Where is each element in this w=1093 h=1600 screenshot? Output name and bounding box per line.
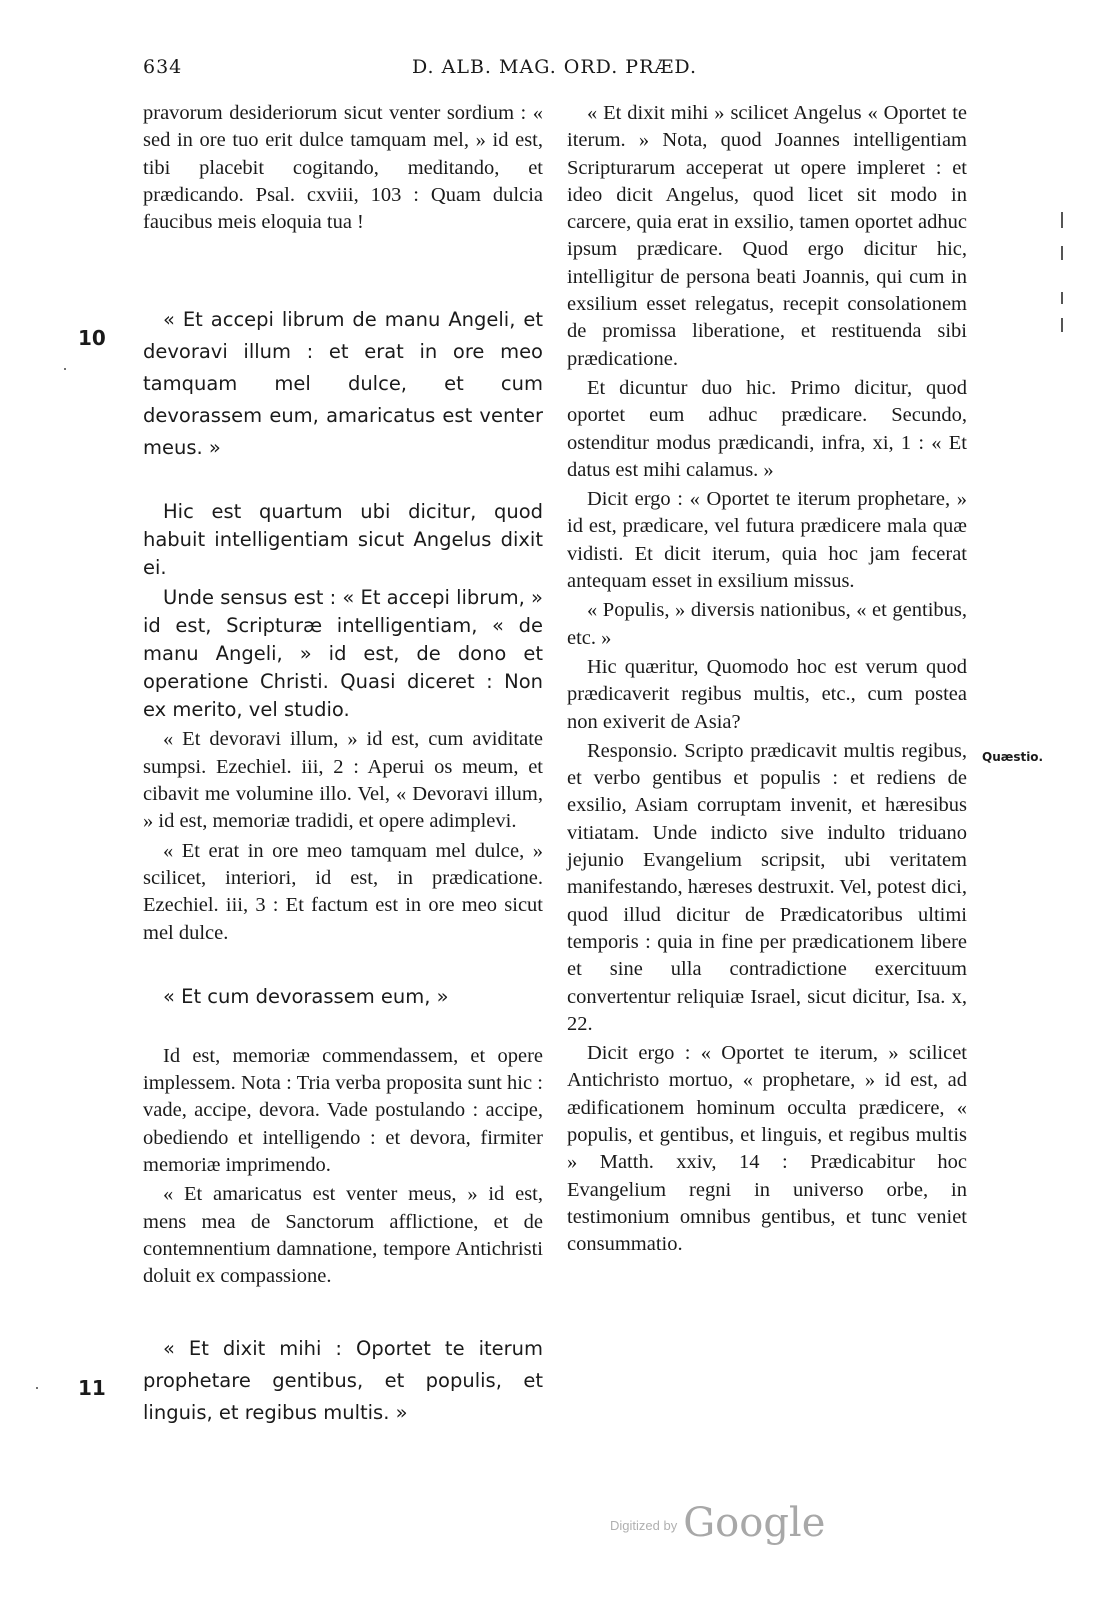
commentary-paragraph: « Et devoravi illum, » id est, cum aviditate sumpsi. Ezechiel. iii, 2 : Aperui os meum, et cibavit me volumine illo. Vel, « Devoravi illum, » id est, memoriæ tradidi, et opere adimplevi. — [143, 728, 543, 833]
commentary-paragraph: Dicit ergo : « Oportet te iterum prophetare, » id est, prædicare, vel futura prædicere mala quæ vidisti. Et dicit iterum, quia hoc jam fecerat antequam esset in exsilium missus. — [567, 488, 967, 593]
page-header — [143, 56, 966, 88]
commentary-paragraph: « Et dixit mihi » scilicet Angelus « Oportet te iterum. » Nota, quod Joannes intelligentiam Scripturarum acceperat ut opere impleret : et ideo dicit Angelus, quod licet sit modo in carcere, quia erat in exsilio, tamen oportet adhuc ipsum prædicare. Quod ergo dicitur hic, intelligitur de persona beati Joannis, qui cum in exsilium esset relegatus, recepit consolationem de promissa liberatione, et restituenda sibi prædicatione. — [567, 102, 967, 370]
commentary-paragraph: Hic est quartum ubi dicitur, quod habuit intelligentiam sicut Angelus dixit ei. — [143, 500, 543, 580]
commentary-paragraph: Responsio. Scripto prædicavit multis regibus, et verbo gentibus et populis : et rediens de exsilio, Asiam corruptam invenit, et hæresibus vitiatam. Unde indicto sive indulto triduano jejunio Evangelium scripsit, ubi veritatem manifestando, hæreses destruxit. Vel, potest dici, quod illud dicitur de Prædicatoribus ultimi temporis : quia in fine per prædicationem libere et sine ulla contradictione exercituum convertentur reliquiæ Israel, sicut dicitur, Isa. x, 22. — [567, 739, 967, 1035]
scripture-verse-11: « Et dixit mihi : Oportet te iterum prophetare gentibus, et populis, et linguis, et regibus multis. » — [143, 1336, 543, 1424]
scan-edge-mark — [1061, 318, 1063, 332]
scan-speck — [36, 1387, 38, 1389]
scan-edge-mark — [1061, 246, 1063, 260]
page-number: 634 — [143, 56, 183, 78]
commentary-paragraph: Hic quæritur, Quomodo hoc est verum quod prædicaverit regibus multis, etc., cum postea non exiverit de Asia? — [567, 655, 967, 733]
marginal-note: Quæstio. — [982, 750, 1044, 764]
verse-number-10: 10 — [78, 326, 106, 350]
scan-speck — [64, 368, 66, 370]
verse-number-11: 11 — [78, 1376, 106, 1400]
commentary-paragraph: « Et amaricatus est venter meus, » id est, mens mea de Sanctorum afflictione, et de contemnentium damnatione, tempore Antichristi doluit ex compassione. — [143, 1183, 543, 1288]
google-logo: Google — [683, 1500, 826, 1546]
left-column — [143, 100, 543, 1429]
commentary-paragraph: Id est, memoriæ commendassem, et opere implessem. Nota : Tria verba proposita sunt hic : vade, accipe, devora. Vade postulando : accipe, obediendo et intelligendo : et devora, firmiter memoriæ imprimendo. — [143, 1044, 543, 1177]
watermark-prefix: Digitized by — [610, 1518, 678, 1533]
scan-edge-mark — [1061, 292, 1063, 304]
commentary-paragraph: pravorum desideriorum sicut venter sordium : « sed in ore tuo erit dulce tamquam mel, » id est, tibi placebit cogitando, meditando, et prædicando. Psal. cxviii, 103 : Quam dulcia faucibus meis eloquia tua ! — [143, 102, 543, 234]
commentary-paragraph: « Et erat in ore meo tamquam mel dulce, » scilicet, interiori, id est, in prædicatione. Ezechiel. iii, 3 : Et factum est in ore meo sicut mel dulce. — [143, 839, 543, 944]
commentary-paragraph: Unde sensus est : « Et accepi librum, » id est, Scripturæ intelligentiam, « de manu Angeli, » id est, de dono et operatione Christi. Quasi diceret : Non ex merito, vel studio. — [143, 586, 543, 722]
running-title: D. ALB. MAG. ORD. PRÆD. — [412, 56, 697, 78]
scripture-lemma: « Et cum devorassem eum, » — [163, 984, 449, 1008]
right-column — [567, 100, 967, 1258]
scripture-verse-10: « Et accepi librum de manu Angeli, et devoravi illum : et erat in ore meo tamquam mel dulce, et cum devorassem eum, amaricatus est venter meus. » — [143, 308, 543, 460]
commentary-paragraph: Et dicuntur duo hic. Primo dicitur, quod oportet eum adhuc prædicare. Secundo, ostenditur modus prædicandi, infra, xi, 1 : « Et datus est mihi calamus. » — [567, 376, 967, 481]
commentary-paragraph: « Populis, » diversis nationibus, « et gentibus, etc. » — [567, 599, 967, 649]
commentary-paragraph: Dicit ergo : « Oportet te iterum, » scilicet Antichristo mortuo, « prophetare, » id est, ad ædificationem hominum occulta prædicere, « populis, et gentibus, et linguis, et regibus multis » Matth. xxiv, 14 : Prædicabitur hoc Evangelium regni in universo orbe, in testimonium omnibus gentibus, et tunc veniet consummatio. — [567, 1042, 967, 1256]
scan-edge-mark — [1061, 212, 1063, 228]
digitization-watermark — [610, 1500, 825, 1546]
